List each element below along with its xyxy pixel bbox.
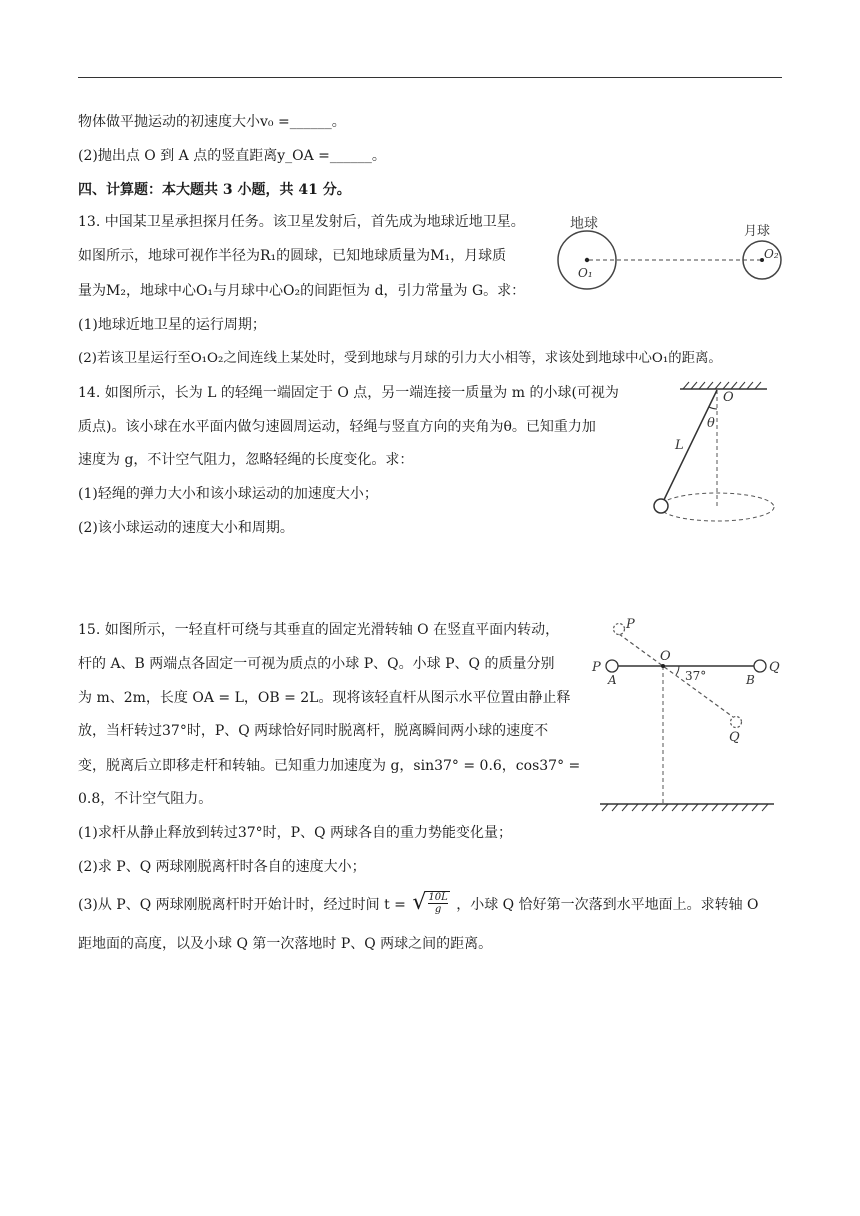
question-13-line: (2)若该卫星运行至O₁O₂之间连线上某处时，受到地球与月球的引力大小相等，求该处到地球中心O₁的距离。 [78,351,722,366]
question-15-line: 为 m、2m，长度 OA = L，OB = 2L。现将该轻直杆从图示水平位置由静止释 [78,690,571,706]
question-15-line: (1)求杆从静止释放到转过37°时，P、Q 两球各自的重力势能变化量； [78,825,512,841]
ball [654,499,668,513]
sqrt-numerator: 10L [428,892,448,903]
label-p-left: P [592,660,601,675]
question-14-line: (2)该小球运动的速度大小和周期。 [78,520,294,536]
o2-label: O₂ [764,247,779,261]
label-a: A [608,673,617,687]
question-15-line: 放，当杆转过37°时，P、Q 两球恰好同时脱离杆，脱离瞬间两小球的速度不 [78,723,549,739]
label-angle: 37° [685,669,707,683]
ball-q-rotated [731,717,742,728]
rod-rotated [619,634,733,717]
question-13-line: 量为M₂，地球中心O₁与月球中心O₂的间距恒为 d，引力常量为 G。求： [78,283,526,299]
label-q-right: Q [769,660,780,675]
text-line: (2)抛出点 O 到 A 点的竖直距离y_OA =______。 [78,148,386,164]
ball-p [606,660,618,672]
header-rule [78,77,782,78]
l-label: L [675,438,684,453]
question-14-line: 质点)。该小球在水平面内做匀速圆周运动，轻绳与竖直方向的夹角为θ。已知重力加 [78,419,596,435]
formula-suffix: ，小球 Q 恰好第一次落到水平地面上。求转轴 O [456,897,759,913]
question-13-line: (1)地球近地卫星的运行周期； [78,317,266,333]
o1-label: O₁ [578,266,593,280]
figure-rotating-rod [588,612,788,817]
formula-prefix: (3)从 P、Q 两球刚脱离杆时开始计时，经过时间 t = [78,897,406,913]
question-14-line: 速度为 g，不计空气阻力，忽略轻绳的长度变化。求： [78,452,414,468]
ball-p-rotated [614,624,625,635]
theta-label: θ [707,416,715,431]
figure-conical-pendulum [645,375,790,530]
o-label: O [723,390,734,405]
moon-label: 月球 [744,224,771,239]
label-b: B [746,673,755,687]
pivot-o [661,664,665,668]
question-15-line: 距地面的高度，以及小球 Q 第一次落地时 P、Q 两球之间的距离。 [78,936,493,952]
question-13-line: 13. 中国某卫星承担探月任务。该卫星发射后，首先成为地球近地卫星。 [78,214,525,230]
angle-arc [676,666,679,675]
earth-label: 地球 [570,216,598,232]
question-15-line: 变，脱离后立即移走杆和转轴。已知重力加速度为 g，sin37° = 0.6，cos37° = [78,758,581,774]
question-15-line: 15. 如图所示，一轻直杆可绕与其垂直的固定光滑转轴 O 在竖直平面内转动， [78,622,560,638]
question-14-line: (1)轻绳的弹力大小和该小球运动的加速度大小； [78,486,378,502]
ball-q [754,660,766,672]
question-15-line: 杆的 A、B 两端点各固定一可视为质点的小球 P、Q。小球 P、Q 的质量分别 [78,656,555,672]
theta-arc [709,407,717,409]
earth-center-dot [585,258,589,262]
label-o: O [660,649,671,664]
question-15-line: 0.8，不计空气阻力。 [78,791,213,807]
question-14-line: 14. 如图所示，长为 L 的轻绳一端固定于 O 点，另一端连接一质量为 m 的小球(可视为 [78,385,619,401]
question-15-line-formula [78,890,759,917]
question-13-line: 如图所示，地球可视作半径为R₁的圆球，已知地球质量为M₁，月球质 [78,248,507,264]
question-15-line: (2)求 P、Q 两球刚脱离杆时各自的速度大小； [78,859,366,875]
label-p-top: P [626,617,635,632]
text-line: 物体做平抛运动的初速度大小v₀ =______。 [78,114,346,130]
section-heading: 四、计算题：本大题共 3 小题，共 41 分。 [78,182,351,198]
label-q-bottom: Q [729,730,740,745]
figure-earth-moon [550,205,790,300]
string [661,390,717,506]
sqrt-formula: √ $\frac{10L}{g}$ [412,890,448,915]
sqrt-denominator: g [434,904,442,915]
